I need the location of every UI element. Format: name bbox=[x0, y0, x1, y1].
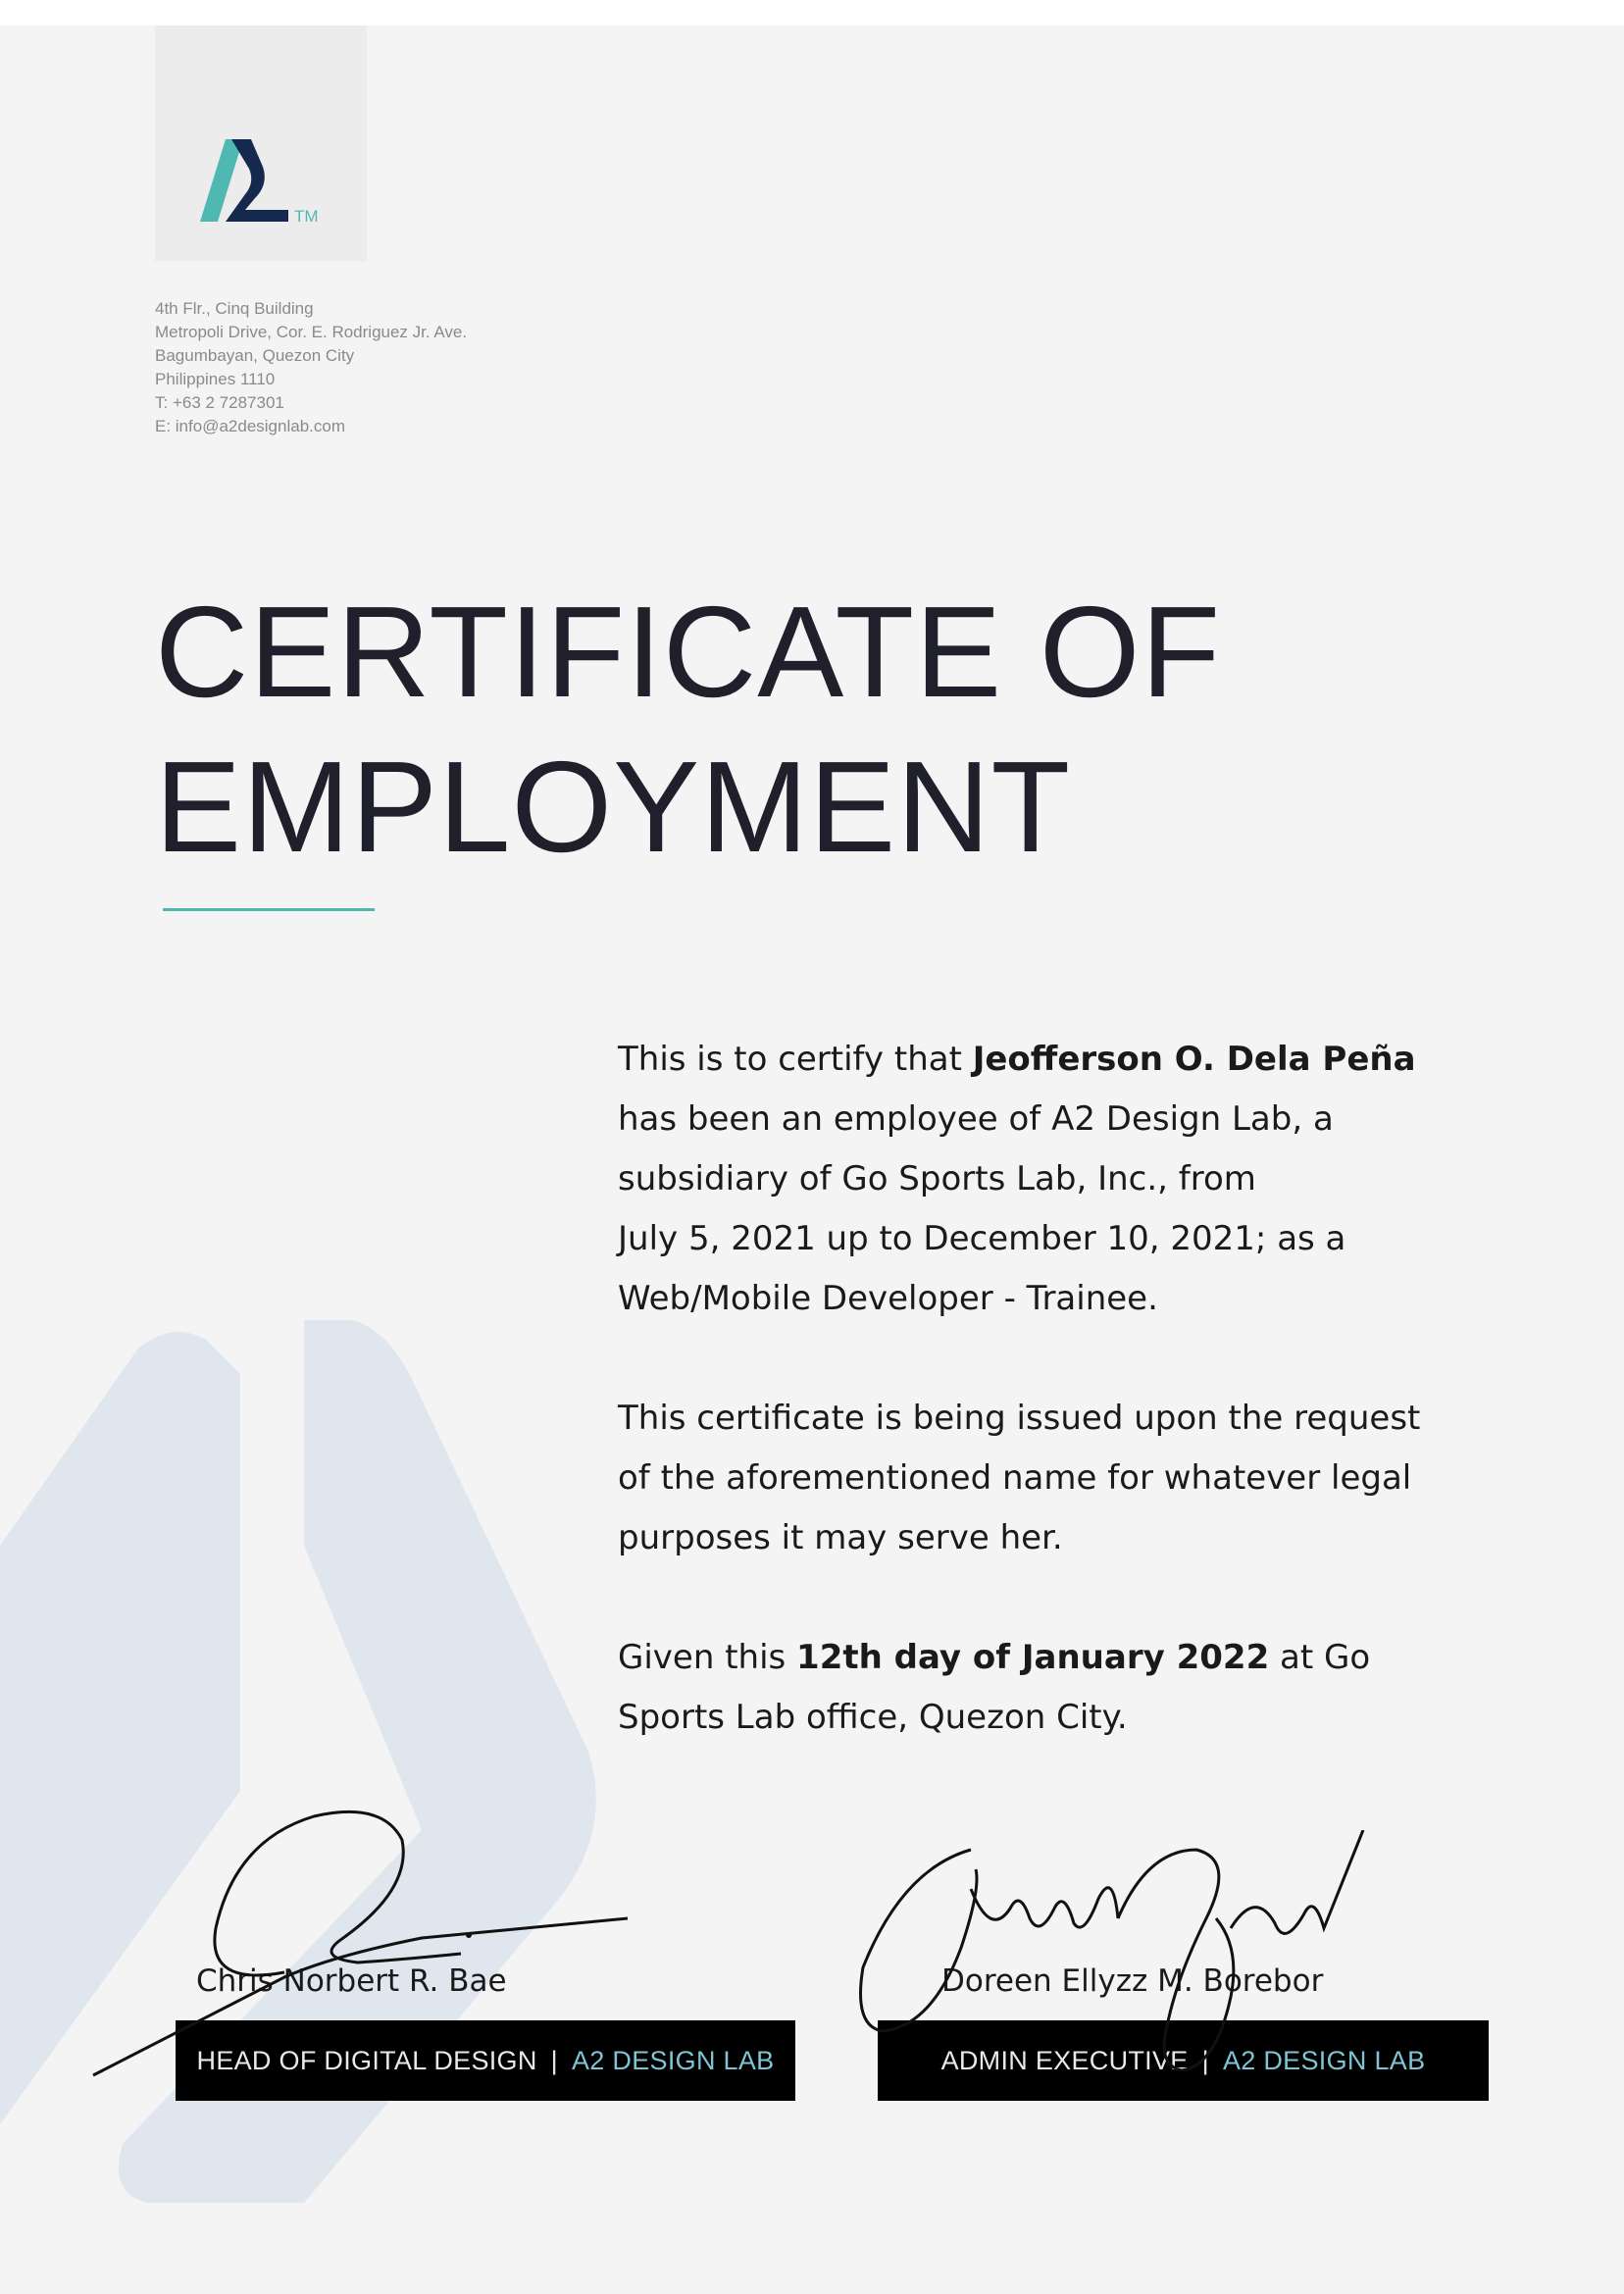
phone-line: T: +63 2 7287301 bbox=[155, 393, 284, 412]
signatory-role: HEAD OF DIGITAL DESIGN bbox=[196, 2045, 537, 2075]
employee-name: Jeofferson O. Dela Peña bbox=[972, 1040, 1416, 1079]
issue-date: 12th day of January 2022 bbox=[796, 1638, 1270, 1677]
issuance-paragraph: Given this 12th day of January 2022 at Go Sports Lab office, Quezon City. bbox=[618, 1638, 1371, 1737]
signature-chris-icon bbox=[88, 1781, 637, 2095]
signatory-role: ADMIN EXECUTIVE bbox=[940, 2045, 1189, 2075]
certification-paragraph: This is to certify that Jeofferson O. Dela Peña has been an employee of A2 Design Lab, a subsidiary of Go Sports Lab, Inc., from July 5, 2021 up to December 10, 2021; as a Web/Mobile Developer - Trainee. bbox=[618, 1040, 1416, 1318]
a2-logo-icon bbox=[200, 137, 328, 235]
company-address bbox=[155, 297, 467, 438]
signatory-name: Doreen Ellyzz M. Borebor bbox=[941, 1963, 1324, 1999]
signatory-org: A2 DESIGN LAB bbox=[1222, 2045, 1426, 2075]
signatory-title-bar: ADMIN EXECUTIVE | A2 DESIGN LAB bbox=[878, 2020, 1489, 2101]
certificate-title bbox=[155, 575, 1221, 885]
title-underline bbox=[163, 908, 375, 911]
email-line: E: info@a2designlab.com bbox=[155, 417, 345, 435]
signatory-name: Chris Norbert R. Bae bbox=[196, 1963, 507, 1999]
signatory-title-bar: HEAD OF DIGITAL DESIGN | A2 DESIGN LAB bbox=[176, 2020, 795, 2101]
title-line-1: CERTIFICATE OF bbox=[155, 580, 1222, 724]
signatory-org: A2 DESIGN LAB bbox=[572, 2045, 775, 2075]
address-line: Metropoli Drive, Cor. E. Rodriguez Jr. Ave. bbox=[155, 323, 468, 341]
address-line: Bagumbayan, Quezon City bbox=[155, 346, 355, 365]
logo-box bbox=[155, 25, 367, 261]
signature-doreen-icon bbox=[843, 1830, 1373, 2115]
certificate-page bbox=[0, 25, 1624, 2294]
purpose-paragraph: This certificate is being issued upon the request of the aforementioned name for whatever legal purposes it may serve her. bbox=[618, 1399, 1421, 1557]
address-line: Philippines 1110 bbox=[155, 370, 276, 388]
title-line-2: EMPLOYMENT bbox=[155, 735, 1072, 879]
trademark-label: TM bbox=[294, 207, 319, 226]
address-line: 4th Flr., Cinq Building bbox=[155, 299, 314, 318]
certificate-body bbox=[618, 1030, 1461, 1808]
